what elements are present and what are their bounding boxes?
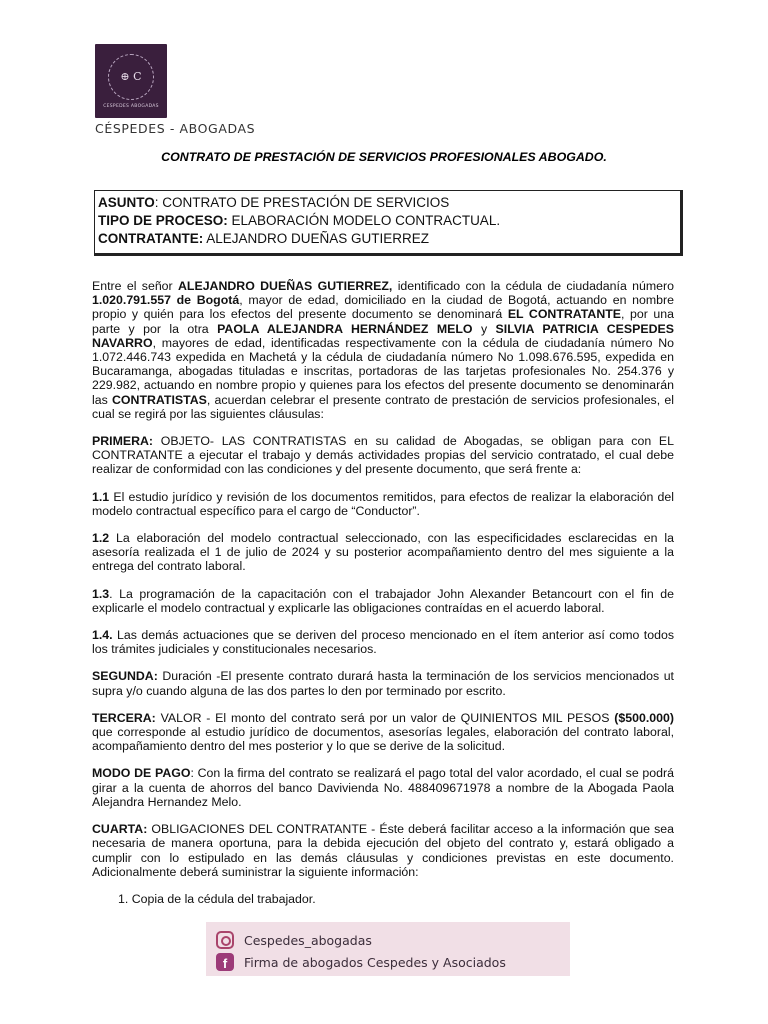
item-1-1: 1.1 El estudio jurídico y revisión de los documentos remitidos, para efectos de realizar la elaboración del modelo contractual específico para el cargo de “Conductor”. [92, 489, 674, 518]
instagram-row [216, 931, 372, 949]
logo-initials: ⊕ C [120, 70, 142, 83]
clause-cuarta: CUARTA: OBLIGACIONES DEL CONTRATANTE - Éste deberá facilitar acceso a la información que sea necesaria de manera oportuna, para la debida ejecución del objeto del contrato y, estará obligado a cumplir con lo estipulado en las demás cláusulas y condiciones previstas en este documento. Adicionalmente deberá suministrar la siguiente información: [92, 822, 674, 879]
social-footer [206, 922, 570, 976]
clause-segunda: SEGUNDA: Duración -El presente contrato durará hasta la terminación de los servicios mencionados ut supra y/o cuando alguna de las dos partes lo den por terminado por escrito. [92, 669, 674, 698]
clause-tercera: TERCERA: VALOR - El monto del contrato será por un valor de QUINIENTOS MIL PESOS ($500.000) que corresponde al estudio jurídico de documentos, asesorías legales, elaboración del contrato laboral, acompañamiento dentro del mes posterior y lo que se derive de la solicitud. [92, 710, 674, 754]
item-1-3: 1.3. La programación de la capacitación con el trabajador John Alexander Betancourt con el fin de explicarle el modelo contractual y explicarle las obligaciones contraídas en el acuerdo laboral. [92, 586, 674, 615]
clause-primera: PRIMERA: OBJETO- LAS CONTRATISTAS en su calidad de Abogadas, se obligan para con EL CONTRATANTE a ejecutar el trabajo y demás actividades propias del servicio contratado, el cual debe realizar de conformidad con las condiciones y del presente documento, que será frente a: [92, 434, 674, 477]
instagram-handle: Cespedes_abogadas [244, 932, 372, 948]
item-1-2: 1.2 La elaboración del modelo contractual seleccionado, con las especificidades esclarecidas en la asesoría realizada el 1 de julio de 2024 y su posterior acompañamiento dentro del mes siguiente a la entrega del contrato laboral. [92, 531, 674, 574]
asunto-value: : CONTRATO DE PRESTACIÓN DE SERVICIOS [154, 195, 450, 210]
contract-body [92, 279, 674, 919]
facebook-page: Firma de abogados Cespedes y Asociados [244, 954, 506, 970]
facebook-row [216, 953, 506, 971]
tipo-proceso-label: TIPO DE PROCESO: [98, 213, 228, 228]
contratante-line [98, 231, 429, 246]
firm-logo [95, 44, 167, 118]
clause-modo-pago: MODO DE PAGO: Con la firma del contrato se realizará el pago total del valor acordado, el cual se podrá girar a la cuenta de ahorros del banco Davivienda No. 488409671978 a nombre de la Abogada Paola Alejandra Hernandez Melo. [92, 766, 675, 809]
instagram-icon [216, 931, 234, 949]
list-item: 1. Copia de la cédula del trabajador. [118, 891, 316, 906]
case-summary-box [94, 190, 683, 256]
brand-name: CÉSPEDES - ABOGADAS [95, 121, 256, 136]
intro-paragraph: Entre el señor ALEJANDRO DUEÑAS GUTIERREZ, identificado con la cédula de ciudadanía número 1.020.791.557 de Bogotá, mayor de edad, domiciliado en la ciudad de Bogotá, actuando en nombre propio y quién para los efectos del presente documento se denominará EL CONTRATANTE, por una parte y por la otra PAOLA ALEJANDRA HERNÁNDEZ MELO y SILVIA PATRICIA CESPEDES NAVARRO, mayores de edad, identificadas respectivamente con la cédula de ciudadanía número No 1.072.446.743 expedida en Machetá y la cédula de ciudadanía número No 1.098.676.595, expedida en Bucaramanga, abogadas tituladas e inscritas, portadoras de las tarjetas profesionales No. 254.376 y 229.982, actuando en nombre propio y quienes para los efectos del presente documento se denominarán las CONTRATISTAS, acuerdan celebrar el presente contrato de prestación de servicios profesionales, el cual se regirá por las siguientes cláusulas: [92, 279, 675, 421]
tipo-proceso-line [98, 213, 500, 228]
document-title: CONTRATO DE PRESTACIÓN DE SERVICIOS PROFESIONALES ABOGADO. [161, 150, 607, 164]
item-1-4: 1.4. Las demás actuaciones que se deriven del proceso mencionado en el ítem anterior así como todos los trámites judiciales y constitucionales necesarios. [92, 628, 674, 657]
contratante-label: CONTRATANTE: [98, 231, 204, 246]
tipo-proceso-value: ELABORACIÓN MODELO CONTRACTUAL. [227, 213, 501, 228]
asunto-line [98, 195, 449, 210]
asunto-label: ASUNTO [98, 195, 155, 210]
contratante-value: ALEJANDRO DUEÑAS GUTIERREZ [203, 231, 430, 246]
facebook-icon: f [216, 953, 234, 971]
logo-emblem-icon [108, 54, 154, 100]
logo-caption: CESPEDES ABOGADAS [103, 103, 159, 109]
